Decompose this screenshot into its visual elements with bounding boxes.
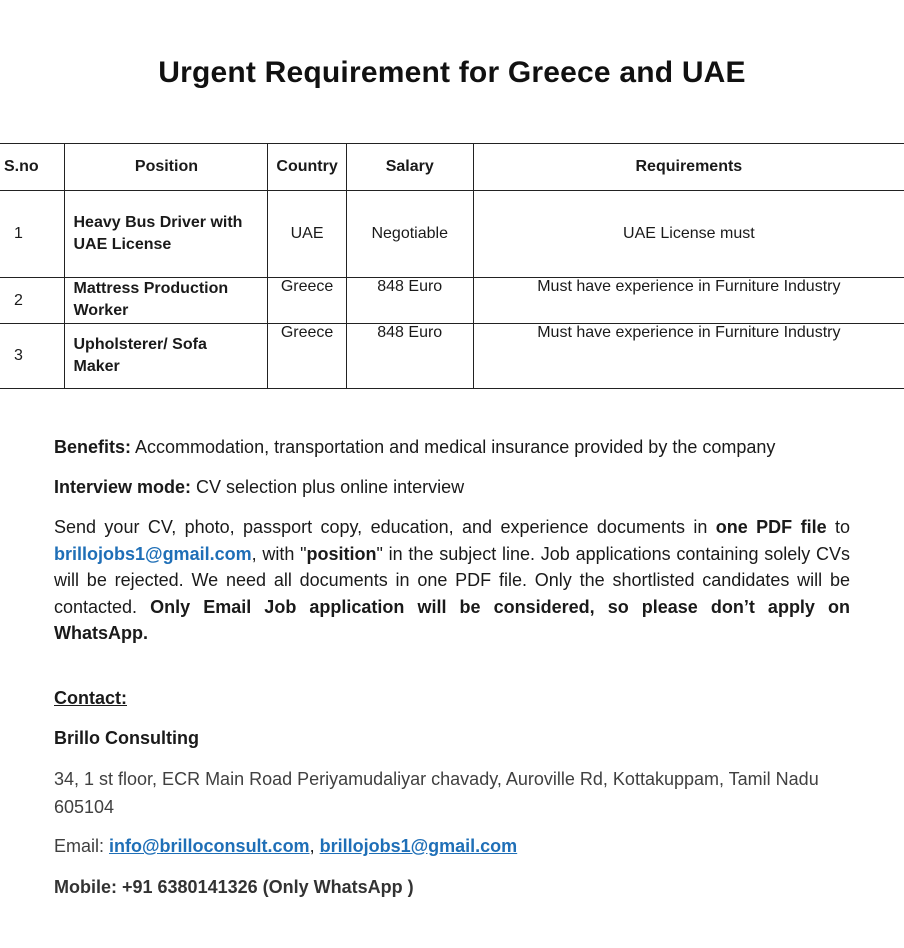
page-title: Urgent Requirement for Greece and UAE xyxy=(158,56,746,89)
cell-requirements: UAE License must xyxy=(473,191,904,278)
instructions-text: Send your CV, photo, passport copy, education, and experience documents in xyxy=(54,517,716,537)
cell-salary: 848 Euro xyxy=(346,278,473,324)
instructions-bold: position xyxy=(306,543,377,564)
email-line xyxy=(54,833,850,860)
position-line: Worker xyxy=(73,302,129,319)
cell-requirements: Must have experience in Furniture Industry xyxy=(473,324,904,389)
position-line: Mattress Production xyxy=(73,280,229,297)
table-header-row xyxy=(0,144,904,191)
header-position: Position xyxy=(65,144,268,191)
email-label: Email: xyxy=(54,836,110,856)
mobile-line: Mobile: +91 6380141326 (Only WhatsApp ) xyxy=(54,877,414,897)
table-row xyxy=(0,191,904,278)
benefits-text: Accommodation, transportation and medical insurance provided by the company xyxy=(131,437,776,457)
table-row xyxy=(0,278,904,324)
interview-line xyxy=(54,474,850,501)
cell-country: UAE xyxy=(268,191,346,278)
interview-text: CV selection plus online interview xyxy=(191,477,465,497)
benefits-label: Benefits: xyxy=(54,437,132,457)
header-sno: S.no xyxy=(0,144,65,191)
cell-sno: 2 xyxy=(0,278,65,324)
position-line: UAE License xyxy=(73,236,172,253)
cell-country: Greece xyxy=(268,324,346,389)
position-line: Maker xyxy=(73,358,120,375)
instructions-warning: Only Email Job application will be considered, so please don’t apply on WhatsApp. xyxy=(54,596,851,643)
instructions-text: , with " xyxy=(251,543,307,564)
company-address: 34, 1 st floor, ECR Main Road Periyamudaliyar chavady, Auroville Rd, Kottakuppam, Tamil Nadu 605104 xyxy=(54,769,819,817)
email-link[interactable]: brillojobs1@gmail.com xyxy=(54,543,252,564)
application-instructions xyxy=(54,514,850,647)
instructions-text: " in the subject line. Job applications containing solely CVs will be rejected. We need all documents in one PDF file. Only the shortlisted candidates will be contacted. xyxy=(54,543,850,617)
cell-salary: Negotiable xyxy=(346,191,473,278)
cell-salary: 848 Euro xyxy=(346,324,473,389)
cell-position xyxy=(65,278,268,324)
header-country: Country xyxy=(268,144,346,191)
position-line: Heavy Bus Driver with xyxy=(73,214,243,231)
cell-position xyxy=(65,324,268,389)
cell-position xyxy=(65,191,268,278)
email-separator: , xyxy=(309,836,320,856)
company-name: Brillo Consulting xyxy=(54,728,199,748)
cell-sno: 1 xyxy=(0,191,65,278)
email-link[interactable]: info@brilloconsult.com xyxy=(109,836,310,856)
table-row xyxy=(0,324,904,389)
position-line: Upholsterer/ Sofa xyxy=(73,336,207,353)
contact-heading: Contact: xyxy=(54,688,127,708)
jobs-table xyxy=(0,143,904,389)
cell-country: Greece xyxy=(268,278,346,324)
instructions-text: to xyxy=(826,517,851,537)
interview-label: Interview mode: xyxy=(54,477,192,497)
cell-sno: 3 xyxy=(0,324,65,389)
header-requirements: Requirements xyxy=(473,144,904,191)
instructions-bold: one PDF file xyxy=(715,517,827,537)
header-salary: Salary xyxy=(346,144,473,191)
cell-requirements: Must have experience in Furniture Industry xyxy=(473,278,904,324)
email-link[interactable]: brillojobs1@gmail.com xyxy=(319,836,518,856)
benefits-line xyxy=(54,434,850,461)
